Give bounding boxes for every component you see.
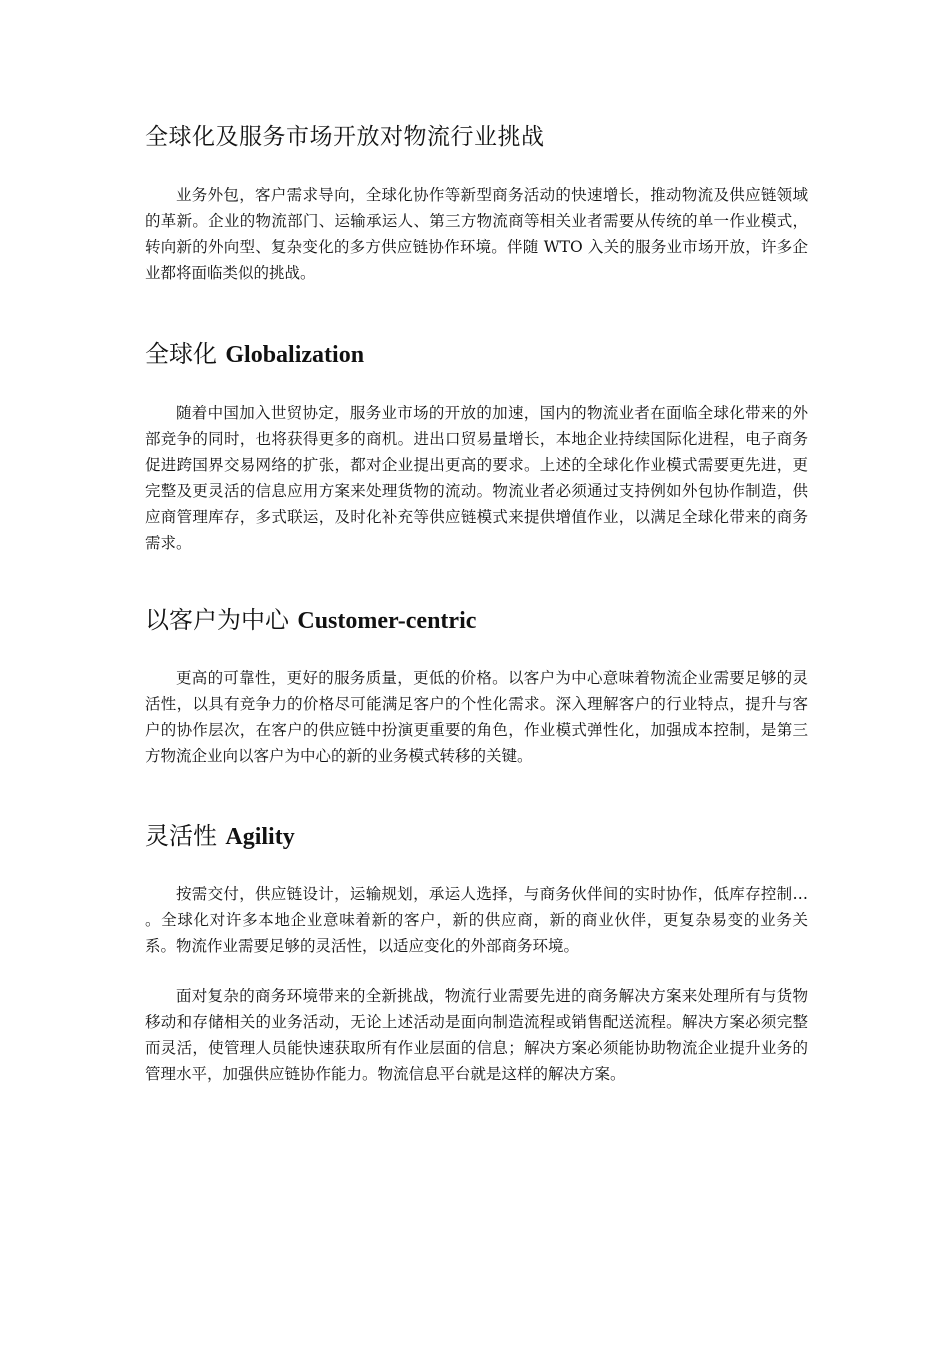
section-heading-cn: 以客户为中心	[145, 606, 289, 634]
document-title: 全球化及服务市场开放对物流行业挑战	[145, 124, 545, 150]
intro-paragraph: 业务外包，客户需求导向，全球化协作等新型商务活动的快速增长，推动物流及供应链领域的革新。企业的物流部门、运输承运人、第三方物流商等相关业者需要从传统的单一作业模式， 转向新的外向型、复杂变化的多方供应链协作环境。伴随 WTO 入关的服务业市场开放，许多企业都将面临类似的挑战。	[145, 186, 808, 282]
section-heading-en: Globalization	[225, 342, 365, 368]
section-heading-globalization	[145, 334, 364, 369]
section-heading-en: Agility	[225, 824, 295, 850]
section-paragraph-customer-centric: 更高的可靠性，更好的服务质量，更低的价格。以客户为中心意味着物流企业需要足够的灵活性，以具有竞争力的价格尽可能满足客户的个性化需求。深入理解客户的行业特点，提升与客户的协作层次，在客户的供应链中扮演更重要的角色，作业模式弹性化，加强成本控制，是第三方物流企业向以客户为中心的新的业务模式转移的关键。	[145, 669, 808, 765]
section-heading-agility	[145, 816, 295, 851]
section-heading-cn: 灵活性	[145, 822, 217, 850]
section-heading-en: Customer-centric	[297, 608, 477, 634]
section-paragraph-globalization: 随着中国加入世贸协定，服务业市场的开放的加速，国内的物流业者在面临全球化带来的外部竞争的同时，也将获得更多的商机。进出口贸易量增长，本地企业持续国际化进程，电子商务促进跨国界交易网络的扩张，都对企业提出更高的要求。上述的全球化作业模式需要更先进，更完整及更灵活的信息应用方案来处理货物的流动。物流业者必须通过支持例如外包协作制造，供应商管理库存，多式联运，及时化补充等供应链模式来提供增值作业，以满足全球化带来的商务需求。	[145, 404, 808, 552]
closing-paragraph: 面对复杂的商务环境带来的全新挑战，物流行业需要先进的商务解决方案来处理所有与货物移动和存储相关的业务活动，无论上述活动是面向制造流程或销售配送流程。解决方案必须完整而灵活，使管理人员能快速获取所有作业层面的信息；解决方案必须能协助物流企业提升业务的管理水平，加强供应链协作能力。物流信息平台就是这样的解决方案。	[145, 987, 808, 1083]
section-paragraph-agility: 按需交付，供应链设计，运输规划，承运人选择，与商务伙伴间的实时协作，低库存控制… 。全球化对许多本地企业意味着新的客户，新的供应商，新的商业伙伴，更复杂易变的业务关系。物流作业需要足够的灵活性，以适应变化的外部商务环境。	[145, 885, 808, 955]
section-heading-customer-centric	[145, 600, 476, 635]
section-heading-cn: 全球化	[145, 340, 217, 368]
